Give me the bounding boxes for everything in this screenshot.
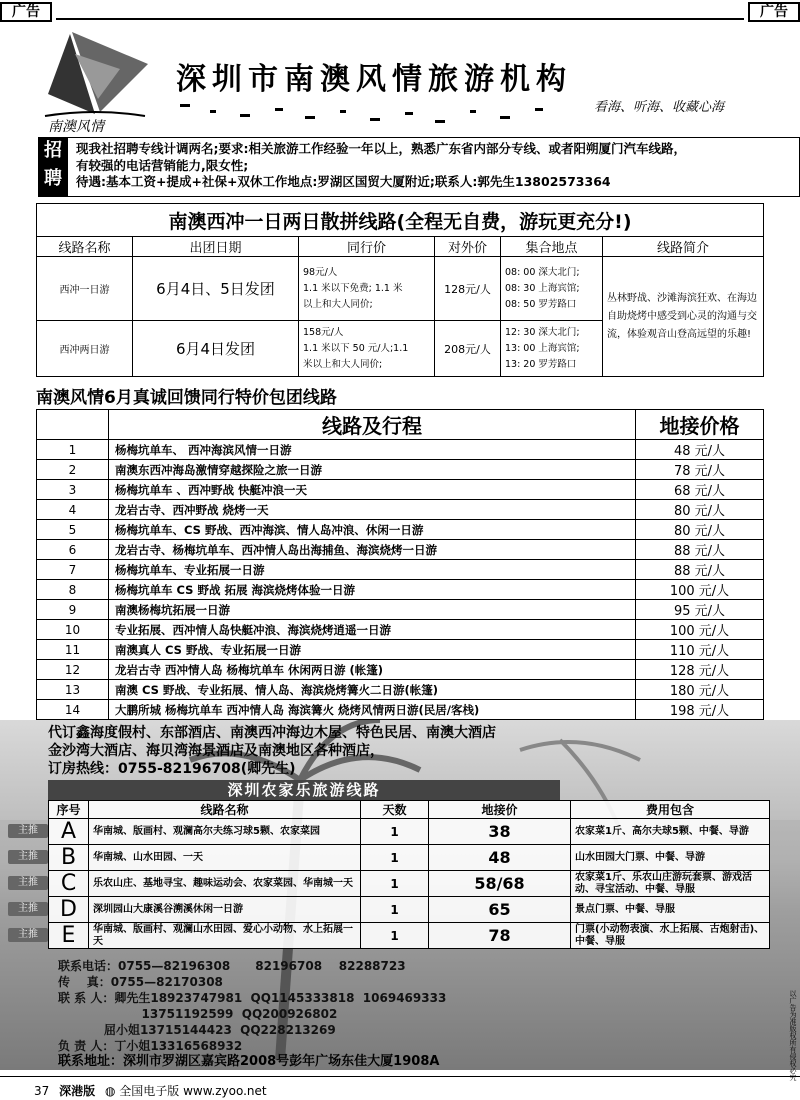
site-url[interactable]: 全国电子版 www.zyoo.net: [119, 1084, 267, 1098]
farm-price: 65: [429, 897, 571, 923]
farm-no: E: [49, 923, 89, 949]
route-text: 南澳 CS 野战、专业拓展、情人岛、海滨烧烤篝火二日游(帐篷): [109, 680, 636, 700]
ad-corner-left: 广告: [0, 2, 52, 22]
route-text: 杨梅坑单车、专业拓展一日游: [109, 560, 636, 580]
route-price: 80 元/人: [636, 500, 764, 520]
route-price: 68 元/人: [636, 480, 764, 500]
route-price: 180 元/人: [636, 680, 764, 700]
col-meeting-point: 集合地点: [501, 237, 603, 257]
farm-fee: 门票(小动物表演、水上拓展、古炮射击)、中餐、导服: [571, 923, 770, 949]
route-text: 专业拓展、西冲情人岛快艇冲浪、海滨烧烤逍遥一日游: [109, 620, 636, 640]
farm-days: 1: [361, 897, 429, 923]
farm-no: D: [49, 897, 89, 923]
route-text: 杨梅坑单车、 西冲海滨风情一日游: [109, 440, 636, 460]
farm-days: 1: [361, 819, 429, 845]
row-number: 6: [37, 540, 109, 560]
table-row: [37, 660, 764, 680]
table-row: [49, 845, 770, 871]
row-number: 12: [37, 660, 109, 680]
contact-person-3: 屈小姐13715144423 QQ228213269: [58, 1023, 336, 1037]
meet-line: 13: 20 罗芳路口: [505, 358, 577, 370]
hotel-line-1: 代订鑫海度假村、东部酒店、南澳西冲海边木屋、特色民居、南澳大酒店: [48, 725, 496, 741]
col-route-name: 线路名称: [37, 237, 133, 257]
contact-manager: 负 责 人：丁小姐13316568932: [58, 1039, 243, 1053]
page-number: 37: [34, 1084, 50, 1098]
route-price: 80 元/人: [636, 520, 764, 540]
farm-no: C: [49, 871, 89, 897]
scatter-tour-table: [36, 203, 764, 377]
recruit-tag: 招聘: [38, 137, 68, 197]
row-number: 10: [37, 620, 109, 640]
table-row: [49, 819, 770, 845]
globe-icon: ◍: [104, 1084, 116, 1098]
special-tour-table: [36, 409, 764, 720]
featured-tag: 主推: [8, 850, 48, 864]
slogan: 看海、听海、收藏心海: [594, 100, 725, 115]
farm-days: 1: [361, 845, 429, 871]
farm-route: 深圳园山大康溪谷溯溪休闲一日游: [89, 897, 361, 923]
col-description: 线路简介: [603, 237, 764, 257]
row-number: 2: [37, 460, 109, 480]
route-price: 78 元/人: [636, 460, 764, 480]
farm-route: 华南城、版画村、观澜高尔夫练习球5颗、农家菜园: [89, 819, 361, 845]
recruit-line-2: 有较强的电话营销能力,限女性;: [76, 157, 249, 173]
retail-price: 128元/人: [435, 257, 501, 321]
farm-fee: 农家菜1斤、高尔夫球5颗、中餐、导游: [571, 819, 770, 845]
contact-phone: 联系电话：0755—82196308 82196708 82288723: [58, 959, 406, 973]
col-peer-price: 同行价: [299, 237, 435, 257]
contact-address: 联系地址：深圳市罗湖区嘉宾路2008号彭年广场东佳大厦1908A: [58, 1054, 440, 1069]
farm-tour-table: [48, 800, 770, 949]
farm-fee: 农家菜1斤、乐农山庄游玩套票、游戏活动、寻宝活动、中餐、导服: [571, 871, 770, 897]
page-footer: [34, 1082, 267, 1099]
header-route: 线路及行程: [109, 410, 636, 440]
table-row: [37, 480, 764, 500]
route-price: 198 元/人: [636, 700, 764, 720]
farm-route: 华南城、版画村、观澜山水田园、爱心小动物、水上拓展一天: [89, 923, 361, 949]
contact-person-2: 13751192599 QQ200926802: [58, 1007, 338, 1021]
recruit-text: [76, 141, 796, 191]
retail-price: 208元/人: [435, 321, 501, 377]
table-row: [37, 540, 764, 560]
farm-days: 1: [361, 923, 429, 949]
decorative-dots-icon: [180, 96, 600, 126]
table-row: [49, 871, 770, 897]
route-name: 西冲一日游: [37, 257, 133, 321]
meet-line: 08: 30 上海宾馆;: [505, 282, 580, 294]
table-row: [37, 460, 764, 480]
farm-price: 38: [429, 819, 571, 845]
featured-tag: 主推: [8, 876, 48, 890]
tour-date: 6月4日、5日发团: [133, 257, 299, 321]
table-row: [49, 897, 770, 923]
peer-price: [299, 321, 435, 377]
meet-line: 13: 00 上海宾馆;: [505, 342, 580, 354]
peer-line: 1.1 米以下免费; 1.1 米: [303, 282, 403, 294]
route-name: 西冲两日游: [37, 321, 133, 377]
route-text: 龙岩古寺、杨梅坑单车、西冲情人岛出海捕鱼、海滨烧烤一日游: [109, 540, 636, 560]
table-row: [49, 923, 770, 949]
featured-tag: 主推: [8, 928, 48, 942]
peer-line: 以上和大人同价;: [303, 298, 373, 310]
contact-person-1: 联 系 人：卿先生18923747981 QQ1145333818 1069469333: [58, 991, 447, 1005]
col-route: 线路名称: [89, 801, 361, 819]
ad-corner-right: 广告: [748, 2, 800, 22]
table-row: [37, 640, 764, 660]
farm-price: 58/68: [429, 871, 571, 897]
route-text: 龙岩古寺 西冲情人岛 杨梅坑单车 休闲两日游 (帐篷): [109, 660, 636, 680]
row-number: 1: [37, 440, 109, 460]
route-price: 88 元/人: [636, 560, 764, 580]
col-fee: 费用包含: [571, 801, 770, 819]
table-row: [37, 560, 764, 580]
contact-info: [58, 958, 446, 1054]
meeting-point: [501, 321, 603, 377]
peer-line: 158元/人: [303, 326, 344, 338]
route-text: 南澳杨梅坑拓展一日游: [109, 600, 636, 620]
row-number: 13: [37, 680, 109, 700]
side-note: 以广告为准版权所有侵权必究: [789, 990, 797, 1081]
row-number: 7: [37, 560, 109, 580]
featured-tag: 主推: [8, 824, 48, 838]
route-text: 龙岩古寺、西冲野战 烧烤一天: [109, 500, 636, 520]
farm-days: 1: [361, 871, 429, 897]
row-number: 14: [37, 700, 109, 720]
scatter-tour-title: 南澳西冲一日两日散拼线路(全程无自费，游玩更充分!): [37, 204, 764, 237]
farm-no: A: [49, 819, 89, 845]
table-row: [37, 700, 764, 720]
table-row: [37, 440, 764, 460]
col-days: 天数: [361, 801, 429, 819]
row-number: 3: [37, 480, 109, 500]
edition: 深港版: [59, 1084, 96, 1098]
recruit-line-1: 现我社招聘专线计调两名;要求:相关旅游工作经验一年以上，熟悉广东省内部分专线、或者阳朔厦门汽车线路，: [76, 141, 686, 156]
row-number: 4: [37, 500, 109, 520]
header-blank: [37, 410, 109, 440]
header-divider: [56, 18, 744, 20]
col-retail-price: 对外价: [435, 237, 501, 257]
farm-route: 乐农山庄、基地寻宝、趣味运动会、农家菜园、华南城一天: [89, 871, 361, 897]
peer-line: 98元/人: [303, 266, 338, 278]
peer-price: [299, 257, 435, 321]
farm-fee: 山水田园大门票、中餐、导游: [571, 845, 770, 871]
section-title-special: 南澳风情6月真诚回馈同行特价包团线路: [36, 388, 337, 408]
route-price: 100 元/人: [636, 580, 764, 600]
route-text: 大鹏所城 杨梅坑单车 西冲情人岛 海滨篝火 烧烤风情两日游(民居/客栈): [109, 700, 636, 720]
row-number: 5: [37, 520, 109, 540]
recruit-line-3: 待遇:基本工资+提成+社保+双休工作地点:罗湖区国贸大厦附近;联系人:郭先生13802573364: [76, 174, 611, 189]
featured-tag: 主推: [8, 902, 48, 916]
footer-divider: [0, 1076, 800, 1077]
route-text: 南澳东西冲海岛激情穿越探险之旅一日游: [109, 460, 636, 480]
table-row: [37, 580, 764, 600]
agency-name: 深圳市南澳风情旅游机构: [176, 62, 572, 97]
header-price: 地接价格: [636, 410, 764, 440]
col-no: 序号: [49, 801, 89, 819]
route-price: 110 元/人: [636, 640, 764, 660]
route-text: 杨梅坑单车 、西冲野战 快艇冲浪一天: [109, 480, 636, 500]
farm-price: 78: [429, 923, 571, 949]
contact-fax: 传 真：0755—82170308: [58, 975, 223, 989]
meet-line: 08: 00 深大北门;: [505, 266, 580, 278]
table-row: [37, 257, 764, 321]
farm-price: 48: [429, 845, 571, 871]
route-price: 100 元/人: [636, 620, 764, 640]
farm-tour-title: 深圳农家乐旅游线路: [48, 780, 560, 800]
route-text: 杨梅坑单车、CS 野战、西冲海滨、情人岛冲浪、休闲一日游: [109, 520, 636, 540]
row-number: 11: [37, 640, 109, 660]
hotel-line-3: 订房热线：0755-82196708(卿先生): [48, 761, 296, 777]
farm-no: B: [49, 845, 89, 871]
route-price: 128 元/人: [636, 660, 764, 680]
route-price: 48 元/人: [636, 440, 764, 460]
tour-date: 6月4日发团: [133, 321, 299, 377]
route-text: 南澳真人 CS 野战、专业拓展一日游: [109, 640, 636, 660]
hotel-line-2: 金沙湾大酒店、海贝湾海景酒店及南澳地区各种酒店，: [48, 743, 384, 759]
table-row: [37, 680, 764, 700]
peer-line: 1.1 米以下 50 元/人;1.1: [303, 342, 409, 354]
meet-line: 12: 30 深大北门;: [505, 326, 580, 338]
logo-text: 南澳风情: [48, 119, 104, 135]
row-number: 9: [37, 600, 109, 620]
farm-route: 华南城、山水田园、一天: [89, 845, 361, 871]
farm-fee: 景点门票、中餐、导服: [571, 897, 770, 923]
col-price: 地接价: [429, 801, 571, 819]
col-date: 出团日期: [133, 237, 299, 257]
meet-line: 08: 50 罗芳路口: [505, 298, 577, 310]
table-row: [37, 600, 764, 620]
table-row: [37, 520, 764, 540]
route-price: 95 元/人: [636, 600, 764, 620]
route-description: 丛林野战、沙滩海滨狂欢、在海边自助烧烤中感受到心灵的沟通与交流，体验观音山登高远望的乐趣!: [603, 257, 764, 377]
route-price: 88 元/人: [636, 540, 764, 560]
row-number: 8: [37, 580, 109, 600]
table-row: [37, 500, 764, 520]
peer-line: 米以上和大人同价;: [303, 358, 383, 370]
meeting-point: [501, 257, 603, 321]
route-text: 杨梅坑单车 CS 野战 拓展 海滨烧烤体验一日游: [109, 580, 636, 600]
hotel-booking: [48, 724, 748, 778]
table-row: [37, 620, 764, 640]
